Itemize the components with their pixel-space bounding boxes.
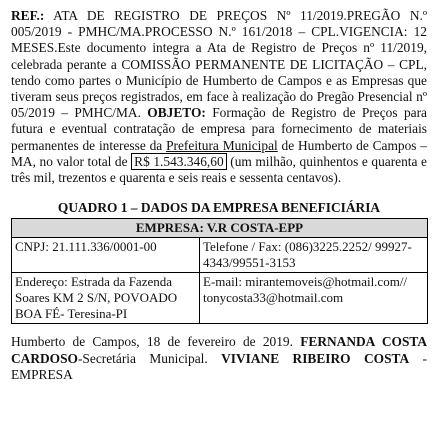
closing-paragraph: [11, 334, 427, 383]
empresa-header: EMPRESA: V.R COSTA-EPP: [12, 219, 428, 238]
ref-label: REF.:: [11, 8, 45, 23]
objeto-label: OBJETO:: [147, 105, 206, 121]
ref-text-4: (um milhão, quinhentos e quarenta e três mil, trezentos e quarenta e seis reais e sessenta centavos).: [11, 153, 427, 186]
signatory-1-role: -Secretária Municipal.: [77, 350, 222, 366]
email-cell: E-mail: mirantemoveis@hotmail.com// tonycosta33@hotmail.com: [200, 273, 428, 324]
closing-text: Humberto de Campos, 18 de fevereiro de 2019.: [11, 334, 301, 350]
document-page: [11, 8, 427, 383]
beneficiary-table: [11, 218, 428, 324]
table-row: [12, 219, 428, 238]
table-row: [12, 273, 428, 324]
telefone-cell: Telefone / Fax: (086)3225.2252/ 99927-4343/99551-3153: [200, 238, 428, 273]
total-value-highlight: R$ 1.543.346,60: [131, 153, 227, 170]
ref-text-3: de Humberto de Campos – MA, no valor total de: [11, 137, 427, 169]
ref-text-1: ATA DE REGISTRO DE PREÇOS Nº 11/2019.PREGÃO N.º 005/2019 - PMHC/MA.PROCESSO N.º 161/2018 – CPL.VIGENCIA: 12 MESES.Este documento integra a Ata de Registro de Preços nº 11/2019, celebrada perante a COMISSÃO PERMANENTE DE LICITAÇÃO – CPL, tendo como partes o Município de Humberto de Campos e as Empresas que tiveram seus preços registrados, em face à realização do Pregão Presencial nº 05/2019 – PMHC/MA.: [11, 8, 427, 121]
table-row: [12, 238, 428, 273]
signatory-1-name: FERNANDA COSTA CARDOSO: [11, 334, 427, 366]
signatory-2-name: VIVIANE RIBEIRO COSTA: [221, 350, 410, 366]
prefeitura-link[interactable]: Prefeitura Municipal: [166, 137, 278, 153]
ref-text-2: Formação de Registro de Preços para futura e eventual contratação de empresa para fornecimento de materiais permanentes de interesse da: [11, 105, 427, 153]
ref-paragraph: [11, 8, 427, 186]
signatory-2-role: -EMPRESA: [11, 350, 427, 382]
cnpj-cell: CNPJ: 21.111.336/0001-00: [12, 238, 200, 273]
endereco-cell: Endereço: Estrada da Fazenda Soares KM 2 S/N, POVOADO BOA FÉ- Teresina-PI: [12, 273, 200, 324]
table-title: QUADRO 1 – DADOS DA EMPRESA BENEFICIÁRIA: [57, 200, 381, 216]
